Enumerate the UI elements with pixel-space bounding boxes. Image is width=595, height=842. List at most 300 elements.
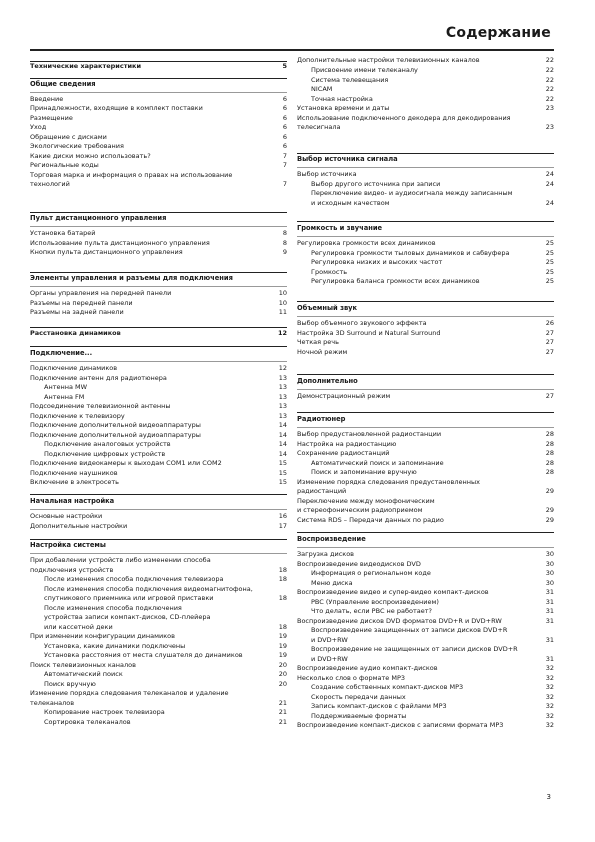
toc-entry-page: 20 bbox=[278, 670, 287, 678]
toc-entry-label: телесигнала bbox=[297, 123, 341, 131]
toc-entry-page: 6 bbox=[282, 142, 287, 150]
toc-entry[interactable] bbox=[30, 469, 287, 479]
toc-entry-page: 32 bbox=[545, 721, 554, 729]
toc-entry[interactable] bbox=[297, 430, 554, 440]
section-rule bbox=[297, 301, 554, 302]
toc-entry-label: Выбор объемного звукового эффекта bbox=[297, 319, 427, 327]
toc-entry-page: 24 bbox=[545, 170, 554, 178]
toc-entry-label: Технические характеристики bbox=[30, 62, 141, 70]
toc-entry[interactable] bbox=[30, 152, 287, 162]
toc-entry-label: технологий bbox=[30, 180, 70, 188]
toc-entry-label: Подсоединение телевизионной антенны bbox=[30, 402, 171, 410]
toc-entry-label: Уход bbox=[30, 123, 47, 131]
toc-entry[interactable] bbox=[30, 114, 287, 124]
toc-entry[interactable] bbox=[297, 104, 554, 114]
toc-entry[interactable] bbox=[30, 522, 287, 532]
toc-entry-page: 26 bbox=[545, 319, 554, 327]
page-title: Содержание bbox=[445, 25, 551, 41]
toc-entry-page: 29 bbox=[545, 515, 554, 524]
toc-entry-page: 15 bbox=[278, 459, 287, 467]
toc-entry-label: После изменения способа подключения bbox=[44, 603, 182, 612]
toc-entry-label: Переключение между монофоническим bbox=[297, 496, 435, 505]
toc-entry-label: Экологические требования bbox=[30, 142, 124, 150]
toc-entry-label: После изменения способа подключения телевизора bbox=[44, 575, 224, 583]
toc-entry-page: 30 bbox=[545, 550, 554, 558]
toc-entry-label: Подключение цифровых устройств bbox=[44, 449, 166, 458]
toc-entry[interactable] bbox=[297, 114, 554, 124]
section-rule bbox=[30, 78, 287, 79]
toc-entry-label: Дополнительные настройки bbox=[30, 521, 128, 530]
toc-entry-page: 23 bbox=[545, 104, 554, 112]
toc-entry-page: 14 bbox=[278, 430, 287, 439]
toc-entry[interactable] bbox=[30, 364, 287, 374]
toc-entry[interactable] bbox=[30, 62, 287, 72]
toc-entry[interactable] bbox=[30, 632, 287, 642]
toc-entry-page: 23 bbox=[545, 123, 554, 131]
toc-entry-page: 6 bbox=[282, 123, 287, 131]
toc-entry-page: 20 bbox=[278, 660, 287, 669]
section-heading: Дополнительно bbox=[297, 377, 358, 385]
toc-entry[interactable] bbox=[44, 594, 287, 604]
toc-entry-page: 30 bbox=[545, 578, 554, 587]
toc-entry[interactable] bbox=[311, 76, 554, 86]
toc-entry[interactable] bbox=[297, 721, 554, 731]
toc-entry-label: Автоматический поиск bbox=[44, 670, 123, 678]
toc-entry[interactable] bbox=[30, 566, 287, 576]
toc-entry[interactable] bbox=[30, 374, 287, 384]
toc-entry-page: 22 bbox=[545, 94, 554, 103]
toc-entry[interactable] bbox=[44, 613, 287, 623]
toc-entry-label: Воспроизведение защищенных от записи дисков DVD+R bbox=[311, 626, 508, 634]
toc-entry[interactable] bbox=[311, 459, 554, 469]
toc-entry-page: 32 bbox=[545, 673, 554, 682]
toc-entry-page: 15 bbox=[278, 468, 287, 477]
toc-entry-page: 10 bbox=[278, 289, 287, 297]
toc-entry-page: 7 bbox=[282, 180, 287, 188]
toc-entry[interactable] bbox=[30, 556, 287, 566]
toc-entry-page: 29 bbox=[545, 506, 554, 514]
toc-entry[interactable] bbox=[30, 142, 287, 152]
toc-entry-page: 6 bbox=[282, 104, 287, 112]
toc-entry-label: Подключение дополнительной аудиоаппаратуры bbox=[30, 430, 201, 439]
toc-entry[interactable] bbox=[297, 170, 554, 180]
toc-entry[interactable] bbox=[44, 440, 287, 450]
toc-entry-page: 22 bbox=[545, 75, 554, 84]
toc-entry-label: Воспроизведение компакт-дисков с записями формата MP3 bbox=[297, 721, 504, 729]
section-rule bbox=[30, 212, 287, 213]
toc-entry-label: Органы управления на передней панели bbox=[30, 289, 172, 297]
toc-entry[interactable] bbox=[297, 338, 554, 348]
toc-entry-label: Подключение динамиков bbox=[30, 364, 118, 372]
toc-entry[interactable] bbox=[30, 161, 287, 171]
toc-entry-page: 11 bbox=[278, 308, 287, 316]
section-rule bbox=[297, 374, 554, 375]
section-heading: Пульт дистанционного управления bbox=[30, 214, 167, 222]
toc-entry[interactable] bbox=[30, 699, 287, 709]
toc-entry-label: Установка времени и даты bbox=[297, 104, 390, 112]
toc-entry[interactable] bbox=[311, 66, 554, 76]
toc-entry-label: Установка, какие динамики подключены bbox=[44, 641, 186, 650]
toc-entry[interactable] bbox=[44, 708, 287, 718]
toc-entry-label: Сортировка телеканалов bbox=[44, 717, 131, 726]
toc-entry-page: 28 bbox=[545, 439, 554, 448]
toc-entry-label: Система RDS – Передачи данных по радио bbox=[297, 515, 444, 524]
toc-entry-page: 9 bbox=[282, 248, 287, 256]
toc-entry-page: 32 bbox=[545, 683, 554, 691]
toc-entry-label: Дополнительные настройки телевизионных каналов bbox=[297, 56, 480, 64]
toc-entry[interactable] bbox=[30, 661, 287, 671]
toc-entry-page: 28 bbox=[545, 430, 554, 438]
toc-entry-page: 31 bbox=[545, 607, 554, 615]
toc-entry-page: 25 bbox=[545, 258, 554, 266]
toc-entry-page: 19 bbox=[278, 632, 287, 640]
toc-entry-label: Воспроизведение видео и супер-видео компакт-дисков bbox=[297, 588, 489, 596]
toc-entry-label: или кассетной деки bbox=[44, 622, 113, 631]
section-subrule bbox=[30, 361, 287, 362]
toc-entry-label: Установка батарей bbox=[30, 229, 96, 237]
toc-entry-page: 17 bbox=[278, 521, 287, 530]
toc-entry-page: 22 bbox=[545, 85, 554, 93]
toc-entry-page: 19 bbox=[278, 651, 287, 659]
toc-entry-page: 14 bbox=[278, 421, 287, 429]
toc-entry[interactable] bbox=[311, 258, 554, 268]
toc-entry-label: радиостанций bbox=[297, 487, 347, 495]
toc-entry-page: 8 bbox=[282, 229, 287, 237]
toc-entry-label: Выбор предустановленной радиостанции bbox=[297, 430, 442, 438]
toc-entry-label: Присвоение имени телеканалу bbox=[311, 66, 418, 74]
toc-entry-page: 18 bbox=[278, 565, 287, 574]
section-rule bbox=[30, 346, 287, 347]
toc-entry-page: 6 bbox=[282, 132, 287, 141]
toc-entry-label: NICAM bbox=[311, 85, 333, 93]
toc-entry[interactable] bbox=[30, 402, 287, 412]
section-subrule bbox=[297, 236, 554, 237]
toc-entry[interactable] bbox=[44, 393, 287, 403]
toc-entry[interactable] bbox=[30, 104, 287, 114]
toc-entry-page: 32 bbox=[545, 692, 554, 701]
toc-entry-label: Создание собственных компакт-дисков MP3 bbox=[311, 683, 464, 691]
toc-entry-label: Что делать, если PBC не работает? bbox=[311, 607, 432, 615]
section-subrule bbox=[30, 92, 287, 93]
toc-entry[interactable] bbox=[311, 702, 554, 712]
toc-entry[interactable] bbox=[297, 487, 554, 497]
toc-entry-label: устройства записи компакт-дисков, CD-плейера bbox=[44, 613, 211, 621]
section-heading: Подключение... bbox=[30, 349, 93, 357]
toc-entry-label: Изменение порядка следования предустановленных bbox=[297, 477, 480, 486]
toc-entry-page: 31 bbox=[545, 588, 554, 596]
toc-entry[interactable] bbox=[30, 431, 287, 441]
section-subrule bbox=[30, 509, 287, 510]
section-subrule bbox=[297, 389, 554, 390]
toc-entry[interactable] bbox=[297, 550, 554, 560]
toc-entry-label: телеканалов bbox=[30, 698, 75, 707]
toc-entry[interactable] bbox=[30, 289, 287, 299]
toc-entry[interactable] bbox=[44, 680, 287, 690]
toc-entry-label: Использование подключенного декодера для декодирования bbox=[297, 113, 511, 122]
toc-entry[interactable] bbox=[30, 512, 287, 522]
toc-entry-page: 8 bbox=[282, 238, 287, 247]
toc-entry[interactable] bbox=[297, 478, 554, 488]
toc-entry-label: Запись компакт-дисков с файлами MP3 bbox=[311, 702, 447, 710]
section-heading: Воспроизведение bbox=[297, 535, 366, 543]
toc-entry[interactable] bbox=[44, 718, 287, 728]
toc-entry[interactable] bbox=[297, 440, 554, 450]
toc-entry-page: 21 bbox=[278, 717, 287, 726]
toc-entry[interactable] bbox=[297, 506, 554, 516]
toc-entry[interactable] bbox=[311, 655, 554, 665]
toc-entry[interactable] bbox=[44, 585, 287, 595]
toc-entry[interactable] bbox=[297, 329, 554, 339]
toc-entry-page: 10 bbox=[278, 298, 287, 307]
toc-entry[interactable] bbox=[311, 636, 554, 646]
toc-entry-page: 16 bbox=[278, 512, 287, 520]
toc-entry-page: 22 bbox=[545, 56, 554, 64]
toc-entry-label: Подключение к телевизору bbox=[30, 411, 125, 420]
section-rule bbox=[297, 412, 554, 413]
toc-entry[interactable] bbox=[297, 664, 554, 674]
toc-entry-page: 6 bbox=[282, 113, 287, 122]
toc-entry[interactable] bbox=[311, 645, 554, 655]
toc-entry-label: Принадлежности, входящие в комплект поставки bbox=[30, 104, 203, 112]
toc-entry[interactable] bbox=[311, 268, 554, 278]
section-subrule bbox=[30, 553, 287, 554]
section-rule bbox=[297, 153, 554, 154]
toc-entry-label: Четкая речь bbox=[297, 338, 339, 346]
toc-entry[interactable] bbox=[297, 123, 554, 133]
toc-entry-page: 25 bbox=[545, 267, 554, 276]
section-rule bbox=[30, 327, 287, 328]
toc-entry-page: 14 bbox=[278, 440, 287, 448]
toc-entry-page: 24 bbox=[545, 198, 554, 207]
toc-entry-label: Какие диски можно использовать? bbox=[30, 151, 151, 160]
toc-entry-label: и DVD+RW bbox=[311, 654, 348, 663]
toc-entry-label: Изменение порядка следования телеканалов и удаление bbox=[30, 689, 229, 697]
toc-entry-page: 29 bbox=[545, 487, 554, 495]
toc-entry[interactable] bbox=[30, 133, 287, 143]
toc-entry-label: Антенна MW bbox=[44, 383, 88, 391]
toc-entry-label: Информация о региональном коде bbox=[311, 569, 431, 577]
toc-entry[interactable] bbox=[297, 319, 554, 329]
toc-entry[interactable] bbox=[311, 626, 554, 636]
toc-entry-label: Регулировка низких и высоких частот bbox=[311, 258, 443, 266]
toc-entry[interactable] bbox=[297, 497, 554, 507]
toc-entry-page: 7 bbox=[282, 151, 287, 160]
toc-entry-label: Ночной режим bbox=[297, 347, 348, 356]
toc-entry-label: подключения устройств bbox=[30, 565, 114, 574]
toc-entry-page: 18 bbox=[278, 622, 287, 631]
toc-entry[interactable] bbox=[311, 95, 554, 105]
toc-entry[interactable] bbox=[311, 693, 554, 703]
toc-entry-page: 13 bbox=[278, 411, 287, 420]
toc-entry-page: 24 bbox=[545, 179, 554, 188]
toc-entry-label: Система телевещания bbox=[311, 75, 389, 84]
toc-entry[interactable] bbox=[311, 712, 554, 722]
section-heading: Радиотюнер bbox=[297, 415, 346, 423]
toc-entry[interactable] bbox=[297, 617, 554, 627]
toc-entry[interactable] bbox=[44, 623, 287, 633]
toc-entry[interactable] bbox=[297, 449, 554, 459]
toc-entry-page: 31 bbox=[545, 616, 554, 625]
toc-entry-label: Подключение антенн для радиотюнера bbox=[30, 373, 167, 382]
toc-entry[interactable] bbox=[44, 670, 287, 680]
toc-entry[interactable] bbox=[30, 308, 287, 318]
toc-entry-page: 13 bbox=[278, 383, 287, 391]
toc-entry[interactable] bbox=[297, 239, 554, 249]
section-heading: Элементы управления и разъемы для подключения bbox=[30, 274, 233, 282]
section-heading: Объемный звук bbox=[297, 304, 358, 312]
toc-entry-page: 30 bbox=[545, 559, 554, 568]
toc-entry[interactable] bbox=[311, 249, 554, 259]
toc-entry-label: Меню диска bbox=[311, 578, 353, 587]
toc-entry-page: 27 bbox=[545, 347, 554, 356]
page-number: 3 bbox=[546, 793, 551, 801]
section-heading: Настройка системы bbox=[30, 541, 106, 549]
toc-entry-page: 5 bbox=[282, 62, 287, 70]
toc-entry-label: Воспроизведение не защищенных от записи дисков DVD+R bbox=[311, 645, 518, 653]
toc-entry[interactable] bbox=[311, 180, 554, 190]
toc-entry[interactable] bbox=[297, 56, 554, 66]
toc-entry[interactable] bbox=[44, 450, 287, 460]
toc-entry[interactable] bbox=[30, 123, 287, 133]
toc-entry[interactable] bbox=[311, 189, 554, 199]
toc-entry[interactable] bbox=[30, 478, 287, 488]
toc-entry-label: Подключение аналоговых устройств bbox=[44, 440, 171, 448]
section-subrule bbox=[297, 316, 554, 317]
toc-entry-label: Автоматический поиск и запоминание bbox=[311, 458, 444, 467]
toc-entry-label: Кнопки пульта дистанционного управления bbox=[30, 248, 183, 256]
toc-entry-page: 28 bbox=[545, 468, 554, 476]
toc-entry-page: 6 bbox=[282, 95, 287, 103]
toc-entry[interactable] bbox=[297, 392, 554, 402]
section-subrule bbox=[297, 167, 554, 168]
toc-entry-page: 15 bbox=[278, 478, 287, 486]
toc-entry-label: и стереофоническим радиоприемом bbox=[297, 506, 423, 514]
toc-entry[interactable] bbox=[297, 588, 554, 598]
toc-entry[interactable] bbox=[297, 516, 554, 526]
toc-entry[interactable] bbox=[311, 199, 554, 209]
toc-entry-page: 12 bbox=[278, 364, 287, 372]
toc-entry-page: 20 bbox=[278, 679, 287, 688]
toc-entry-label: Скорость передачи данных bbox=[311, 692, 406, 701]
toc-entry-label: Поиск вручную bbox=[44, 679, 96, 688]
toc-entry[interactable] bbox=[311, 85, 554, 95]
toc-entry-page: 27 bbox=[545, 338, 554, 346]
toc-entry-label: Загрузка дисков bbox=[297, 550, 354, 558]
toc-entry[interactable] bbox=[311, 683, 554, 693]
toc-entry-label: Точная настройка bbox=[311, 94, 373, 103]
toc-entry-page: 13 bbox=[278, 402, 287, 410]
toc-entry[interactable] bbox=[311, 277, 554, 287]
toc-entry[interactable] bbox=[30, 239, 287, 249]
toc-entry-label: Подключение дополнительной видеоаппаратуры bbox=[30, 421, 201, 429]
section-subrule bbox=[297, 547, 554, 548]
section-rule bbox=[297, 221, 554, 222]
toc-entry-page: 27 bbox=[545, 328, 554, 337]
toc-entry[interactable] bbox=[30, 299, 287, 309]
toc-entry[interactable] bbox=[44, 383, 287, 393]
toc-entry-label: спутникового приемника или игровой приставки bbox=[44, 594, 214, 602]
toc-entry-label: Регулировка громкости тыловых динамиков и сабвуфера bbox=[311, 248, 510, 257]
toc-entry[interactable] bbox=[44, 575, 287, 585]
toc-entry-label: Расстановка динамиков bbox=[30, 329, 121, 337]
toc-entry[interactable] bbox=[311, 598, 554, 608]
toc-entry-label: Копирование настроек телевизора bbox=[44, 708, 165, 716]
section-rule bbox=[297, 532, 554, 533]
toc-entry-label: Антенна FM bbox=[44, 392, 85, 401]
toc-entry-page: 28 bbox=[545, 458, 554, 467]
section-heading: Выбор источника сигнала bbox=[297, 155, 398, 163]
section-subrule bbox=[30, 286, 287, 287]
header-rule bbox=[30, 49, 554, 51]
toc-entry[interactable] bbox=[297, 348, 554, 358]
toc-entry[interactable] bbox=[30, 180, 287, 190]
toc-entry[interactable] bbox=[30, 421, 287, 431]
toc-entry-page: 14 bbox=[278, 449, 287, 458]
toc-entry[interactable] bbox=[30, 412, 287, 422]
toc-entry[interactable] bbox=[30, 459, 287, 469]
section-heading: Начальная настройка bbox=[30, 497, 115, 505]
toc-entry-label: PBC (Управление воспроизведением) bbox=[311, 597, 439, 606]
toc-entry-page: 12 bbox=[277, 329, 287, 337]
toc-entry-label: При добавлении устройств либо изменении способа bbox=[30, 556, 211, 564]
toc-entry[interactable] bbox=[30, 248, 287, 258]
toc-entry-label: Выбор другого источника при записи bbox=[311, 179, 441, 188]
toc-entry-label: Демонстрационный режим bbox=[297, 392, 391, 400]
section-heading: Громкость и звучание bbox=[297, 224, 383, 232]
toc-entry[interactable] bbox=[311, 569, 554, 579]
toc-entry[interactable] bbox=[30, 329, 287, 339]
toc-entry-label: Введение bbox=[30, 95, 64, 103]
toc-entry[interactable] bbox=[44, 642, 287, 652]
toc-entry-label: Громкость bbox=[311, 267, 348, 276]
toc-entry[interactable] bbox=[44, 604, 287, 614]
toc-entry[interactable] bbox=[311, 468, 554, 478]
toc-entry[interactable] bbox=[297, 674, 554, 684]
toc-entry-label: Воспроизведение видеодисков DVD bbox=[297, 559, 421, 568]
toc-entry-page: 32 bbox=[545, 702, 554, 710]
toc-entry-label: Сохранение радиостанций bbox=[297, 449, 390, 457]
section-rule bbox=[30, 272, 287, 273]
toc-entry-page: 21 bbox=[278, 708, 287, 716]
toc-entry-label: Региональные коды bbox=[30, 161, 99, 169]
toc-entry-label: Выбор источника bbox=[297, 170, 357, 178]
toc-entry[interactable] bbox=[44, 651, 287, 661]
toc-entry-label: Разъемы на передней панели bbox=[30, 298, 133, 307]
toc-entry-label: Установка расстояния от места слушателя до динамиков bbox=[44, 651, 243, 659]
toc-entry-page: 31 bbox=[545, 635, 554, 644]
toc-entry-page: 30 bbox=[545, 569, 554, 577]
toc-entry-page: 18 bbox=[278, 575, 287, 583]
toc-entry[interactable] bbox=[30, 689, 287, 699]
toc-entry-label: Регулировка громкости всех динамиков bbox=[297, 239, 436, 247]
toc-entry[interactable] bbox=[30, 229, 287, 239]
toc-entry-label: Воспроизведение дисков DVD форматов DVD+R и DVD+RW bbox=[297, 616, 502, 625]
toc-entry-label: Обращение с дисками bbox=[30, 132, 107, 141]
toc-entry[interactable] bbox=[30, 171, 287, 181]
toc-entry-label: Основные настройки bbox=[30, 512, 103, 520]
toc-entry[interactable] bbox=[297, 560, 554, 570]
toc-entry[interactable] bbox=[311, 579, 554, 589]
section-subrule bbox=[297, 427, 554, 428]
toc-entry-label: и исходным качеством bbox=[311, 198, 390, 207]
toc-entry-page: 25 bbox=[545, 248, 554, 257]
toc-entry-label: Переключение видео- и аудиосигнала между записанным bbox=[311, 189, 513, 197]
toc-entry-label: Поддерживаемые форматы bbox=[311, 711, 407, 720]
toc-entry-label: и DVD+RW bbox=[311, 635, 348, 644]
toc-entry-label: Несколько слов о формате MP3 bbox=[297, 673, 406, 682]
toc-entry-page: 19 bbox=[278, 641, 287, 650]
toc-entry[interactable] bbox=[311, 607, 554, 617]
